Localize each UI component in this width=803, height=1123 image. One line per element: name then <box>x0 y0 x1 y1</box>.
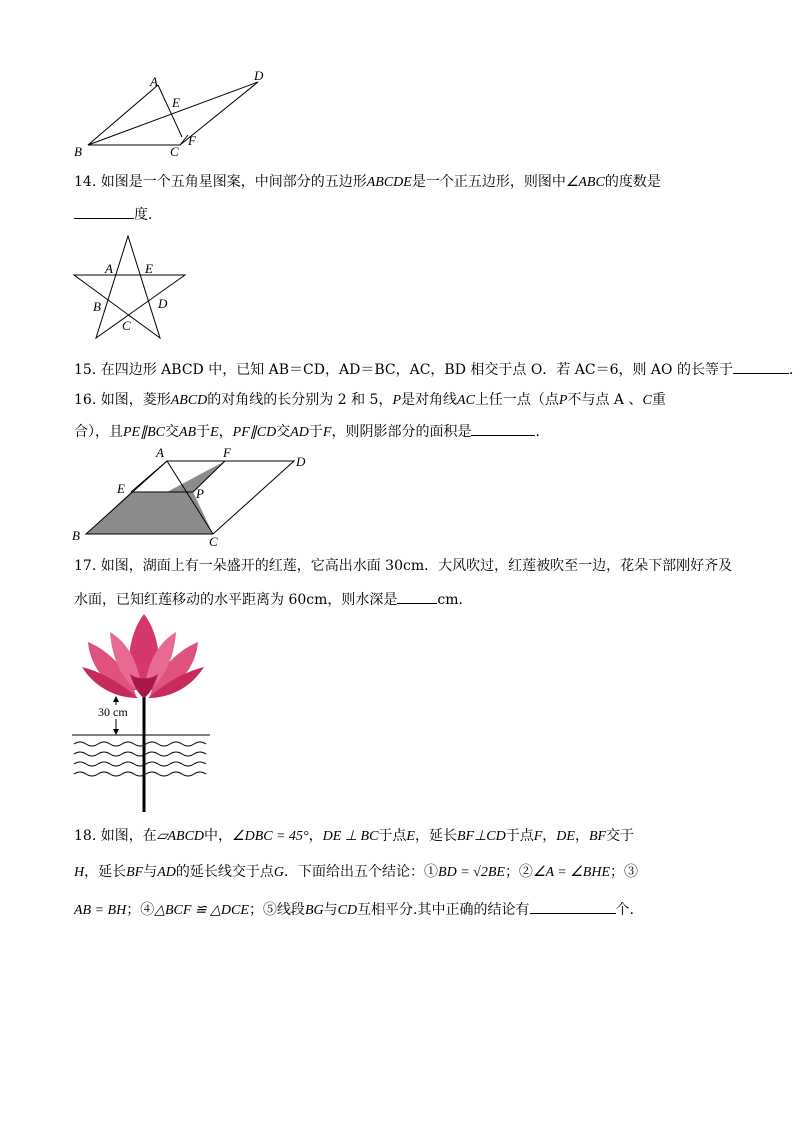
water-waves <box>74 742 206 776</box>
question-18-line-1: 18. 如图，在▱ABCD中，∠DBC = 45°，DE ⊥ BC于点E，延长BF⊥CD于点F，DE，BF交于 <box>74 828 635 844</box>
star-label-d: D <box>158 296 168 311</box>
arrow-head-up <box>113 696 119 702</box>
question-18-line-2: H，延长BF与AD的延长线交于点G．下面给出五个结论：①BD = √2BE；②∠A = ∠BHE；③ <box>74 864 638 880</box>
segment-eb-shade <box>131 461 167 492</box>
answer-blank-18[interactable] <box>530 898 616 914</box>
question-17-line-1: 17. 如图，湖面上有一朵盛开的红莲，它高出水面 30cm．大风吹过，红莲被吹至一边，花朵下部刚好齐及 <box>74 558 733 574</box>
lotus-flower <box>82 614 204 698</box>
question-15: 15. 在四边形 ABCD 中，已知 AB＝CD，AD＝BC，AC，BD 相交于点 O．若 AC＝6，则 AO 的长等于 ． <box>74 358 803 380</box>
question-18-line-3: AB = BH；④△BCF ≌ △DCE；⑤线段BG与CD互相平分.其中正确的结论有 个. <box>74 898 634 921</box>
star-label-a: A <box>105 261 113 276</box>
star-label-b: B <box>93 299 101 314</box>
label-a: A <box>150 74 158 89</box>
label-e: E <box>172 95 180 110</box>
rhombus-label-d: D <box>296 454 306 469</box>
answer-blank-14[interactable] <box>74 203 134 219</box>
segment-ab <box>88 85 158 145</box>
answer-blank-15[interactable] <box>733 358 789 374</box>
question-14-line-1: 14. 如图是一个五角星图案，中间部分的五边形ABCDE是一个正五边形，则图中∠ABC的度数是 <box>74 174 661 190</box>
question-16-line-1: 16. 如图，菱形ABCD的对角线的长分别为 2 和 5，P是对角线AC上任一点（点P不与点 A 、C重 <box>74 392 666 408</box>
figure-q13 <box>70 66 280 161</box>
question-17-line-2: 水面，已知红莲移动的水平距离为 60cm，则水深是 cm． <box>74 588 473 610</box>
shaded-region <box>86 492 213 534</box>
question-14-line-2: 度． <box>74 203 162 225</box>
answer-blank-16[interactable] <box>471 420 535 436</box>
segment-bd <box>88 82 258 145</box>
label-f: F <box>188 133 196 148</box>
rhombus-label-p: P <box>196 486 204 501</box>
figure-q14-star <box>70 232 192 344</box>
label-b: B <box>74 144 82 159</box>
rhombus-label-b: B <box>72 528 80 543</box>
figure-q17-lotus <box>70 612 215 817</box>
answer-blank-17[interactable] <box>397 588 437 604</box>
figure-q16-rhombus <box>68 442 328 550</box>
rhombus-label-f: F <box>223 445 231 460</box>
question-16-line-2: 合），且PE∥BC交AB于E，PF∥CD交AD于F，则阴影部分的面积是 ． <box>74 420 549 443</box>
label-c: C <box>170 144 179 159</box>
star-label-c: C <box>122 318 131 333</box>
star-label-e: E <box>145 261 153 276</box>
rhombus-label-a: A <box>156 445 164 460</box>
arrow-head-down <box>113 729 119 735</box>
label-d: D <box>254 68 264 83</box>
rhombus-label-e: E <box>117 481 125 496</box>
rhombus-label-c: C <box>209 534 218 549</box>
label-30cm: 30 cm <box>98 705 128 719</box>
